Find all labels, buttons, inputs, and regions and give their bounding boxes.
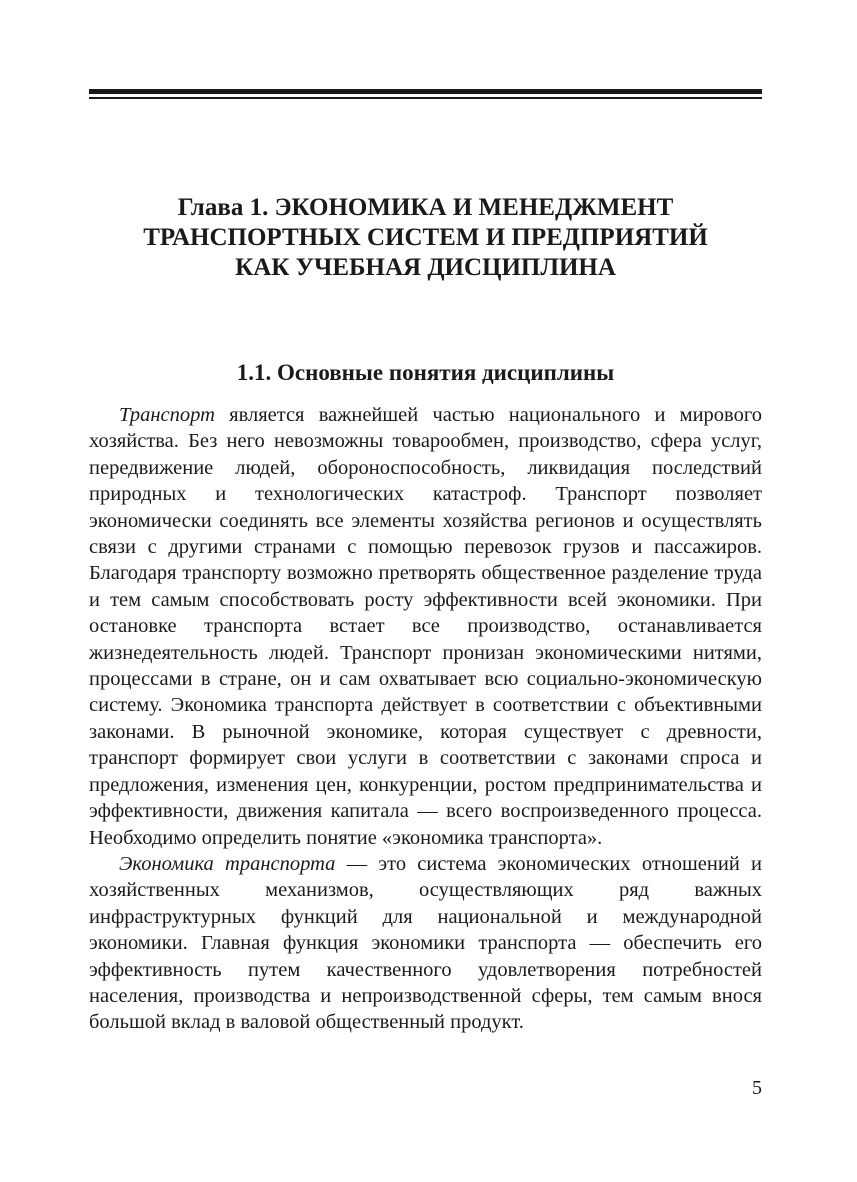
section-title: 1.1. Основные понятия дисциплины xyxy=(236,360,615,385)
paragraph xyxy=(89,402,762,851)
paragraph-text: — это система экономических отношений и хозяйственных механизмов, осуществляющих ряд важных инфраструктурных функций для национальной и международной экономики. Главная функция экономики транспорта — обеспечить его эффективность путем качественного удовлетворения потребностей населения, производства и непроизводственной сферы, тем самым внося большой вклад в валовой общественный продукт. xyxy=(89,852,763,1034)
paragraph xyxy=(89,851,762,1036)
header-rule-thick xyxy=(89,89,762,94)
header-rule-thin xyxy=(89,97,762,99)
body-text xyxy=(89,402,762,1036)
term-italic: Экономика транспорта xyxy=(119,852,336,875)
chapter-title-line: КАК УЧЕБНАЯ ДИСЦИПЛИНА xyxy=(235,254,616,281)
chapter-title xyxy=(89,193,762,283)
chapter-title-line: Глава 1. ЭКОНОМИКА И МЕНЕДЖМЕНТ xyxy=(177,194,674,221)
term-italic: Транспорт xyxy=(119,404,215,426)
page-number: 5 xyxy=(752,1077,762,1099)
paragraph-text: является важнейшей частью национального и мирового хозяйства. Без него невозможны товарообмен, производство, сфера услуг, передвижение людей, обороноспособность, ликвидация последствий природных и технологических катастроф. Транспорт позволяет экономически соединять все элементы хозяйства регионов и осуществлять связи с другими странами с помощью перевозок грузов и пассажиров. Благодаря транспорту возможно претворять общественное разделение труда и тем самым способствовать росту эффективности всей экономики. При остановке транспорта встает все производство, останавливается жизнедеятельность людей. Транспорт пронизан экономическими нитями, процессами в стране, он и сам охватывает всю социально-экономическую систему. Экономика транспорта действует в соответствии с объективными законами. В рыночной экономике, которая существует с древности, транспорт формирует свои услуги в соответствии с законами спроса и предложения, изменения цен, конкуренции, ростом предпринимательства и эффективности, движения капитала — всего воспроизведенного процесса. Необходимо определить понятие «экономика транспорта». xyxy=(89,404,762,849)
chapter-title-line: ТРАНСПОРТНЫХ СИСТЕМ И ПРЕДПРИЯТИЙ xyxy=(143,224,708,251)
